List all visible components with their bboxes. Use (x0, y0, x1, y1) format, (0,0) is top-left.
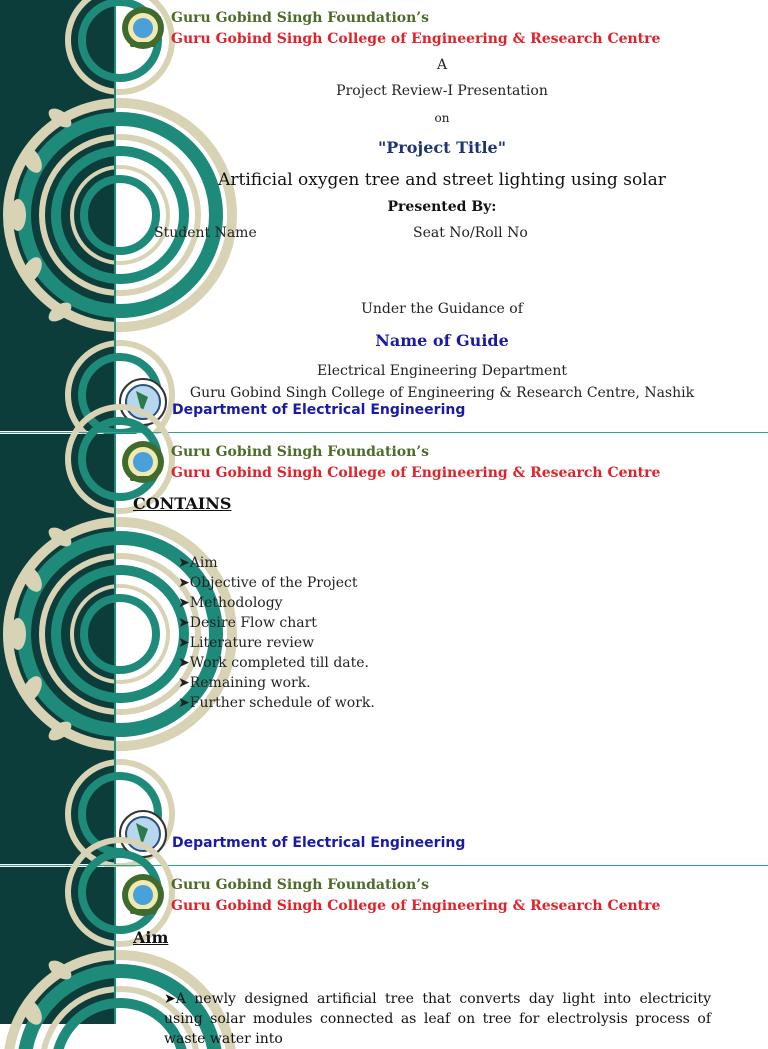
foundation-name: Guru Gobind Singh Foundation’s (171, 444, 430, 460)
project-topic: Artificial oxygen tree and street lighting using solar (218, 170, 666, 190)
list-item-label: Methodology (189, 595, 283, 611)
on-label: on (434, 111, 450, 125)
college-address-line: Guru Gobind Singh College of Engineering & Research Centre, Nashik (189, 385, 695, 401)
guide-name: Name of Guide (375, 331, 509, 350)
presented-by-label: Presented By: (387, 199, 497, 215)
decorative-mandala-border (0, 0, 114, 431)
arrowhead-bullet-icon: ➤ (178, 555, 190, 571)
arrowhead-bullet-icon: ➤ (178, 575, 190, 591)
arrowhead-bullet-icon: ➤ (178, 675, 190, 691)
intro-a: A (436, 57, 448, 73)
department-footer: Department of Electrical Engineering (172, 835, 466, 851)
decorative-mandala-border (0, 867, 114, 1024)
aim-paragraph (164, 989, 711, 1049)
slide-separator (0, 432, 768, 433)
arrowhead-bullet-icon: ➤ (178, 595, 190, 611)
review-label: Project Review-I Presentation (336, 83, 548, 99)
guidance-label: Under the Guidance of (361, 301, 523, 317)
list-item-label: Objective of the Project (189, 575, 358, 591)
college-name: Guru Gobind Singh College of Engineering & Research Centre (171, 465, 661, 481)
slide-separator (0, 865, 768, 866)
student-name-label: Student Name (154, 225, 257, 241)
contents-heading: CONTAINS (133, 494, 232, 513)
arrowhead-bullet-icon: ➤ (178, 615, 190, 631)
college-gear-logo-icon (120, 439, 166, 485)
list-item (178, 593, 375, 613)
department-line: Electrical Engineering Department (317, 363, 567, 379)
contents-list (178, 553, 375, 713)
college-gear-logo-icon (120, 872, 166, 918)
border-divider (114, 434, 116, 864)
foundation-name: Guru Gobind Singh Foundation’s (171, 877, 430, 893)
arrowhead-bullet-icon: ➤ (178, 695, 190, 711)
arrowhead-bullet-icon: ➤ (178, 635, 190, 651)
decorative-mandala-border (0, 434, 114, 864)
aim-heading: Aim (133, 928, 169, 947)
seat-no-label: Seat No/Roll No (413, 225, 528, 241)
list-item (178, 693, 375, 713)
border-divider (114, 867, 116, 1024)
arrowhead-bullet-icon: ➤ (164, 991, 176, 1007)
list-item (178, 653, 375, 673)
college-name: Guru Gobind Singh College of Engineering & Research Centre (171, 898, 661, 914)
college-gear-logo-icon (120, 5, 166, 51)
list-item (178, 553, 375, 573)
project-title: "Project Title" (377, 138, 507, 157)
list-item-label: Aim (189, 555, 218, 571)
aim-text: A newly designed artificial tree that converts day light into electricity using solar modules connected as leaf on tree for electrolysis process of waste water into (164, 991, 711, 1047)
list-item-label: Literature review (189, 635, 315, 651)
list-item (178, 633, 375, 653)
arrowhead-bullet-icon: ➤ (178, 655, 190, 671)
list-item (178, 613, 375, 633)
slide-title (0, 0, 768, 431)
list-item-label: Desire Flow chart (189, 615, 317, 631)
college-name: Guru Gobind Singh College of Engineering & Research Centre (171, 31, 661, 47)
slide-contents (0, 434, 768, 864)
list-item (178, 673, 375, 693)
list-item-label: Remaining work. (189, 675, 311, 691)
foundation-name: Guru Gobind Singh Foundation’s (171, 10, 430, 26)
department-footer: Department of Electrical Engineering (172, 402, 466, 418)
list-item-label: Work completed till date. (189, 655, 369, 671)
slide-aim (0, 867, 768, 1047)
list-item-label: Further schedule of work. (189, 695, 375, 711)
list-item (178, 573, 375, 593)
